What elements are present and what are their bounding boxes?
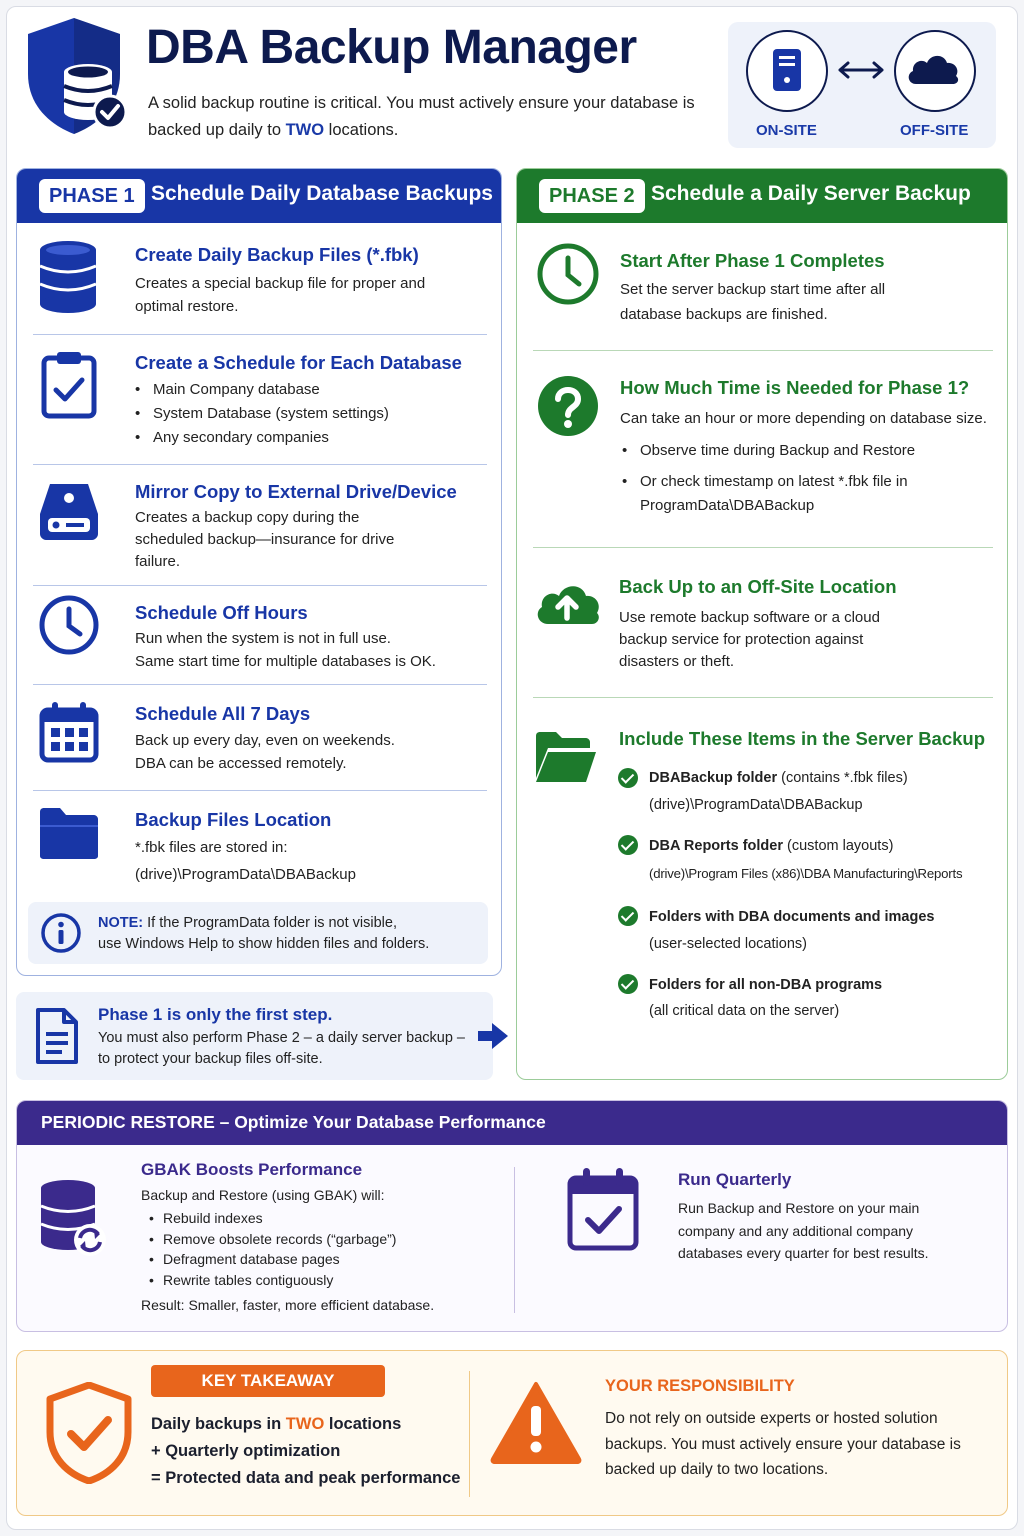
include-item-3: Folders with DBA documents and images (649, 909, 935, 925)
gbak-heading: GBAK Boosts Performance (141, 1160, 363, 1179)
first-step-box (16, 992, 493, 1080)
list-item: • Remove obsolete records (“garbage”) (141, 1229, 396, 1250)
shield-database-icon (24, 16, 134, 136)
check-circle-icon (618, 974, 638, 994)
note-text: NOTE: If the ProgramData folder is not visible, use Windows Help to show hidden files and folders. (98, 915, 430, 952)
database-refresh-icon (38, 1178, 108, 1263)
phase1-item3-heading: Mirror Copy to External Drive/Device (135, 481, 457, 502)
include-item-3-path: (user-selected locations) (649, 936, 807, 952)
quarterly-heading: Run Quarterly (678, 1170, 792, 1189)
phase2-start-heading: Start After Phase 1 Completes (620, 250, 885, 271)
phase1-item4-heading: Schedule Off Hours (135, 602, 308, 623)
check-circle-icon (618, 768, 638, 788)
list-item: • Or check timestamp on latest *.fbk file in ProgramData\DBABackup (620, 470, 915, 518)
phase1-item2-heading: Create a Schedule for Each Database (135, 352, 462, 373)
responsibility-body: Do not rely on outside experts or hosted solution backups. You must actively ensure your database is backed up daily to two locations. (605, 1410, 961, 1478)
phase1-pill: PHASE 1 (39, 179, 145, 213)
page-subtitle: A solid backup routine is critical. You must actively ensure your database is backed up daily to TWO locations. (148, 94, 695, 139)
list-item: • Observe time during Backup and Restore (620, 439, 915, 463)
gbak-list (141, 1208, 396, 1290)
phase1-item4-body1: Run when the system is not in full use. (135, 630, 391, 647)
phase2-time-heading: How Much Time is Needed for Phase 1? (620, 377, 970, 398)
check-circle-icon (618, 835, 638, 855)
list-item: • Any secondary companies (133, 426, 389, 450)
page-title: DBA Backup Manager (146, 21, 637, 74)
question-icon (536, 374, 600, 443)
list-item: • Rewrite tables contiguously (141, 1270, 396, 1291)
onsite-offsite-panel (728, 22, 996, 148)
phase2-offsite-body: Use remote backup software or a cloud backup service for protection against disasters or theft. (619, 609, 880, 670)
key-takeaway-pill: KEY TAKEAWAY (151, 1365, 385, 1397)
cloud-icon (894, 30, 976, 112)
key-takeaway-lines: Daily backups in TWO locations + Quarterly optimization = Protected data and peak performance (151, 1415, 461, 1487)
clock-icon (38, 594, 100, 661)
phase1-header (17, 169, 501, 223)
include-item-1-path: (drive)\ProgramData\DBABackup (649, 797, 863, 813)
phase1-item3-body: Creates a backup copy during the scheduled backup—insurance for drive failure. (135, 509, 395, 570)
phase1-item6-body2: (drive)\ProgramData\DBABackup (135, 866, 356, 883)
open-folder-icon (534, 730, 598, 789)
phase1-item1-body: Creates a special backup file for proper and optimal restore. (135, 275, 426, 315)
onsite-label: ON-SITE (756, 122, 817, 139)
phase2-start-body: Set the server backup start time after all database backups are finished. (620, 281, 886, 323)
gbak-intro: Backup and Restore (using GBAK) will: (141, 1187, 385, 1203)
phase2-title: Schedule a Daily Server Backup (651, 182, 971, 205)
phase1-item5-body2: DBA can be accessed remotely. (135, 755, 347, 772)
server-icon (746, 30, 828, 112)
include-item-2: DBA Reports folder (custom layouts) (649, 838, 894, 854)
list-item: • Main Company database (133, 378, 389, 402)
phase2-time-list (620, 439, 915, 518)
note-box (28, 902, 488, 964)
phase1-title: Schedule Daily Database Backups (151, 182, 493, 205)
responsibility-title: YOUR RESPONSIBILITY (605, 1377, 795, 1395)
phase2-include-heading: Include These Items in the Server Backup (619, 728, 986, 749)
phase2-offsite-heading: Back Up to an Off-Site Location (619, 576, 897, 597)
cloud-upload-icon (532, 572, 602, 631)
gbak-result: Result: Smaller, faster, more efficient database. (141, 1297, 435, 1313)
phase1-item1-heading: Create Daily Backup Files (*.fbk) (135, 244, 419, 265)
warning-icon (490, 1380, 582, 1469)
check-circle-icon (618, 906, 638, 926)
folder-icon (38, 806, 100, 865)
external-drive-icon (38, 480, 100, 547)
phase2-time-body: Can take an hour or more depending on database size. (620, 410, 987, 427)
calendar-check-icon (566, 1164, 642, 1257)
restore-title: PERIODIC RESTORE – Optimize Your Database Performance (41, 1112, 546, 1132)
clipboard-check-icon (40, 348, 98, 425)
phase1-item6-heading: Backup Files Location (135, 809, 332, 830)
phase1-item2-list (133, 378, 389, 450)
shield-check-icon (44, 1382, 134, 1489)
include-item-4: Folders for all non-DBA programs (649, 977, 883, 993)
list-item: • Rebuild indexes (141, 1208, 396, 1229)
phase1-item5-heading: Schedule All 7 Days (135, 703, 311, 724)
phase1-item6-body1: *.fbk files are stored in: (135, 839, 288, 856)
database-icon (36, 240, 100, 319)
phase1-item4-body2: Same start time for multiple databases is OK. (135, 653, 436, 670)
phase1-item5-body1: Back up every day, even on weekends. (135, 732, 395, 749)
info-icon (40, 912, 82, 959)
include-item-1: DBABackup folder (contains *.fbk files) (649, 770, 908, 786)
restore-header (17, 1101, 1007, 1145)
first-step-heading: Phase 1 is only the first step. (98, 1005, 333, 1024)
phase2-pill: PHASE 2 (539, 179, 645, 213)
phase2-header (517, 169, 1007, 223)
clock-icon (536, 242, 600, 311)
arrow-right-icon (476, 1020, 510, 1057)
include-item-4-path: (all critical data on the server) (649, 1003, 840, 1019)
include-item-2-path: (drive)\Program Files (x86)\DBA Manufacturing\Reports (649, 866, 963, 881)
quarterly-body: Run Backup and Restore on your main company and any additional company databases every quarter for best results. (678, 1200, 929, 1261)
list-item: • Defragment database pages (141, 1249, 396, 1270)
list-item: • System Database (system settings) (133, 402, 389, 426)
document-icon (34, 1006, 80, 1071)
offsite-label: OFF-SITE (900, 122, 969, 139)
first-step-body: You must also perform Phase 2 – a daily server backup – to protect your backup files off-site. (98, 1030, 465, 1067)
calendar-icon (38, 700, 100, 769)
double-arrow-icon (836, 60, 886, 85)
